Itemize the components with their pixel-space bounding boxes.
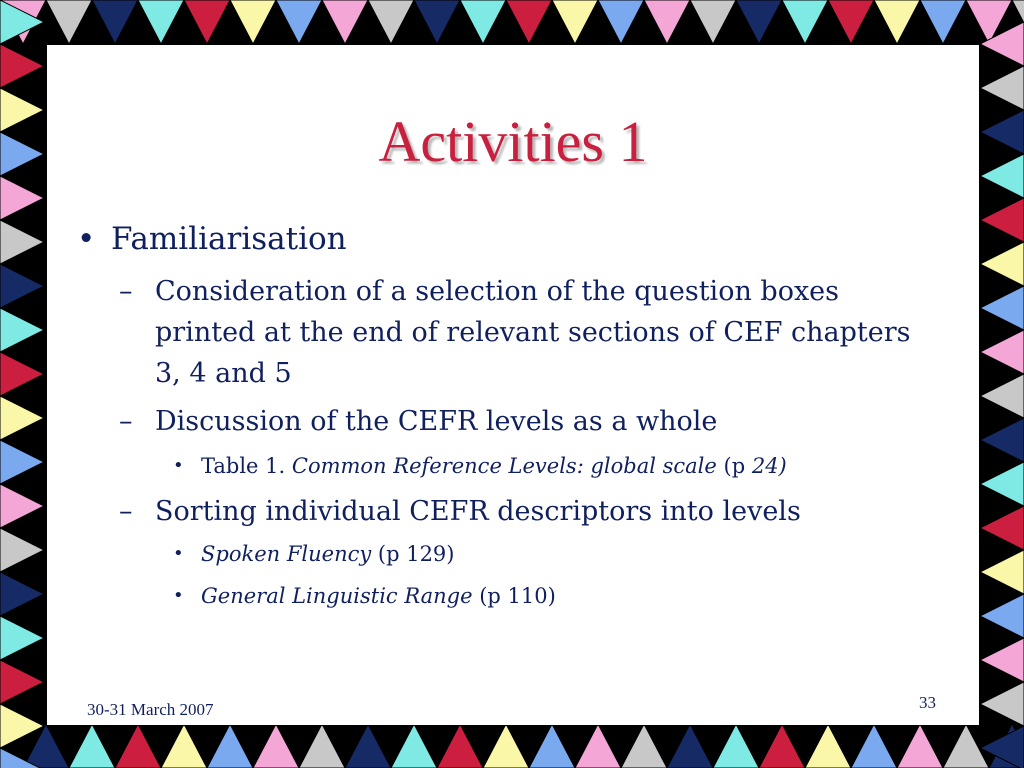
sub-bullet-text: Consideration of a selection of the question boxes printed at the end of relevant sections of CEF chapters 3, 4 and 5: [155, 276, 911, 389]
border-triangle: [920, 0, 966, 44]
border-triangle: [0, 88, 44, 132]
subsub-linguistic-range: [173, 581, 556, 611]
page-ref: (p 110): [472, 584, 556, 608]
border-triangle: [0, 352, 44, 396]
border-triangle: [980, 66, 1024, 110]
sub-bullet-dash: –: [119, 276, 133, 307]
border-triangle: [690, 0, 736, 44]
border-triangle: [299, 724, 345, 768]
subbullet-question-boxes: [119, 271, 919, 394]
border-triangle: [782, 0, 828, 44]
border-triangle: [0, 396, 44, 440]
border-triangle: [460, 0, 506, 44]
border-triangle: [552, 0, 598, 44]
border-triangle: [92, 0, 138, 44]
border-triangle: [980, 198, 1024, 242]
border-triangle: [414, 0, 460, 44]
table-label: Table 1.: [201, 454, 292, 478]
border-triangle: [0, 176, 44, 220]
border-triangle: [230, 0, 276, 44]
border-triangle: [980, 506, 1024, 550]
border-triangle: [805, 724, 851, 768]
bullet-dot: •: [173, 543, 184, 564]
border-triangle: [874, 0, 920, 44]
subsub-text: [201, 539, 454, 569]
bullet-familiarisation: [77, 219, 347, 259]
bullet-dot: •: [77, 221, 96, 257]
border-triangle: [115, 724, 161, 768]
subsub-table1: [173, 451, 787, 481]
border-triangle: [0, 44, 44, 88]
border-triangle: [851, 724, 897, 768]
border-triangle: [483, 724, 529, 768]
border-triangle: [897, 724, 943, 768]
border-triangle: [368, 0, 414, 44]
border-triangle: [0, 308, 44, 352]
border-triangle: [759, 724, 805, 768]
border-triangle: [736, 0, 782, 44]
border-triangle: [253, 724, 299, 768]
scale-name: General Linguistic Range: [201, 584, 473, 608]
border-triangle: [0, 572, 44, 616]
border-triangle: [980, 638, 1024, 682]
border-triangle: [713, 724, 759, 768]
table-title: Common Reference Levels: global scale: [291, 454, 717, 478]
slide-number: 33: [919, 693, 936, 712]
border-triangle: [391, 724, 437, 768]
border-triangle: [980, 550, 1024, 594]
border-triangle: [184, 0, 230, 44]
bullet-dot: •: [173, 455, 184, 476]
border-triangle: [980, 462, 1024, 506]
border-triangle: [0, 660, 44, 704]
border-triangle: [345, 724, 391, 768]
slide-content-area: [46, 44, 980, 726]
slide-title: Activities 1: [378, 109, 648, 174]
border-triangle: [0, 132, 44, 176]
border-triangle: [161, 724, 207, 768]
subsub-spoken-fluency: [173, 539, 454, 569]
border-triangle: [0, 528, 44, 572]
border-triangle: [69, 724, 115, 768]
border-triangle: [980, 110, 1024, 154]
page-ref-number: 24): [751, 454, 787, 478]
bullet-dot: •: [173, 585, 184, 606]
border-triangle: [0, 616, 44, 660]
border-triangle: [943, 724, 989, 768]
border-triangle: [980, 374, 1024, 418]
border-triangle: [322, 0, 368, 44]
border-triangle: [980, 594, 1024, 638]
sub-bullet-text: Discussion of the CEFR levels as a whole: [155, 406, 718, 437]
border-triangle: [667, 724, 713, 768]
border-triangle: [980, 330, 1024, 374]
subsub-text: [201, 451, 787, 481]
border-triangle: [207, 724, 253, 768]
page-ref: (p 129): [371, 542, 455, 566]
border-triangle: [529, 724, 575, 768]
border-triangle: [828, 0, 874, 44]
sub-bullet-text: Sorting individual CEFR descriptors into levels: [155, 496, 801, 527]
border-triangle: [980, 418, 1024, 462]
border-triangle: [980, 682, 1024, 726]
border-triangle: [0, 484, 44, 528]
subbullet-sorting: [119, 491, 919, 532]
border-triangle: [0, 440, 44, 484]
border-triangle: [0, 264, 44, 308]
border-triangle: [437, 724, 483, 768]
sub-bullet-dash: –: [119, 496, 133, 527]
border-triangle: [621, 724, 667, 768]
border-triangle: [598, 0, 644, 44]
page-ref-prefix: (p: [716, 454, 752, 478]
border-triangle: [276, 0, 322, 44]
border-triangle: [644, 0, 690, 44]
border-triangle: [46, 0, 92, 44]
border-triangle: [0, 220, 44, 264]
subbullet-cefr-levels: [119, 401, 919, 442]
border-triangle: [980, 242, 1024, 286]
border-triangle: [575, 724, 621, 768]
border-triangle: [138, 0, 184, 44]
border-triangle: [506, 0, 552, 44]
bullet-text: Familiarisation: [111, 221, 347, 257]
border-triangle: [980, 286, 1024, 330]
subsub-text: [201, 581, 556, 611]
sub-bullet-dash: –: [119, 406, 133, 437]
footer-date: 30-31 March 2007: [87, 700, 214, 719]
scale-name: Spoken Fluency: [201, 542, 372, 566]
border-triangle: [980, 154, 1024, 198]
